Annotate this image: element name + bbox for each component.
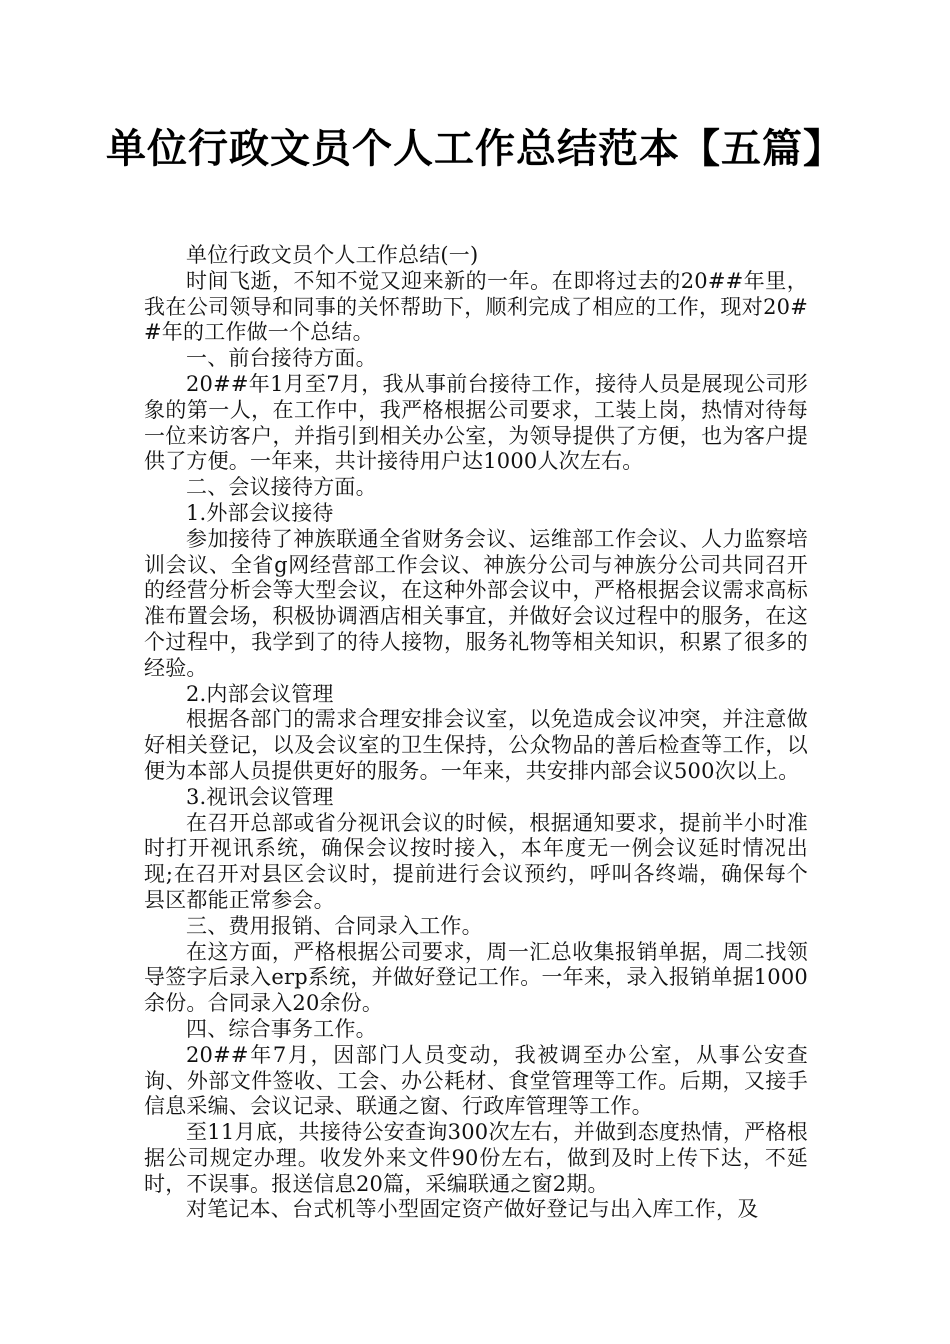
section-heading: 一、前台接待方面。 (186, 346, 377, 371)
subsection-heading: 2.内部会议管理 (186, 681, 334, 706)
body-paragraph: 时间飞逝，不知不觉又迎来新的一年。在即将过去的20##年里，我在公司领导和同事的关怀帮助下，顺利完成了相应的工作，现对20##年的工作做一个总结。 (144, 268, 808, 345)
body-paragraph: 在这方面，严格根据公司要求，周一汇总收集报销单据，周二找领导签字后录入erp系统，并做好登记工作。一年来，录入报销单据1000余份。合同录入20余份。 (144, 939, 808, 1016)
body-paragraph: 20##年1月至7月，我从事前台接待工作，接待人员是展现公司形象的第一人，在工作中，我严格根据公司要求，工装上岗，热情对待每一位来访客户，并指引到相关办公室，为领导提供了方便，也为客户提供了方便。一年来，共计接待用户达1000人次左右。 (144, 371, 808, 474)
subsection-heading: 3.视讯会议管理 (186, 784, 334, 809)
body-paragraph: 参加接待了神族联通全省财务会议、运维部工作会议、人力监察培训会议、全省g网经营部工作会议、神族分公司与神族分公司共同召开的经营分析会等大型会议，在这种外部会议中，严格根据会议需求高标准布置会场，积极协调酒店相关事宜，并做好会议过程中的服务，在这个过程中，我学到了的待人接物，服务礼物等相关知识，积累了很多的经验。 (144, 526, 808, 680)
body-paragraph: 在召开总部或省分视讯会议的时候，根据通知要求，提前半小时准时打开视讯系统，确保会议按时接入，本年度无一例会议延时情况出现;在召开对县区会议时，提前进行会议预约，呼叫各终端，确保每个县区都能正常参会。 (144, 810, 808, 912)
subsection-heading: 1.外部会议接待 (186, 500, 334, 525)
section-heading: 二、会议接待方面。 (186, 475, 377, 500)
body-paragraph: 根据各部门的需求合理安排会议室，以免造成会议冲突，并注意做好相关登记，以及会议室的卫生保持，公众物品的善后检查等工作，以便为本部人员提供更好的服务。一年来，共安排内部会议500次以上。 (144, 707, 808, 783)
section-heading: 三、费用报销、合同录入工作。 (186, 913, 483, 938)
body-paragraph: 至11月底，共接待公安查询300次左右，并做到态度热情，严格根据公司规定办理。收发外来文件90份左右，做到及时上传下达，不延时，不误事。报送信息20篇，采编联通之窗2期。 (144, 1120, 808, 1196)
body-paragraph: 20##年7月，因部门人员变动，我被调至办公室，从事公安查询、外部文件签收、工会、办公耗材、食堂管理等工作。后期，又接手信息采编、会议记录、联通之窗、行政库管理等工作。 (144, 1042, 808, 1119)
document-body (144, 243, 808, 1223)
body-paragraph: 对笔记本、台式机等小型固定资产做好登记与出入库工作，及 (186, 1197, 759, 1222)
document-title: 单位行政文员个人工作总结范本【五篇】 (106, 125, 844, 172)
section-heading: 四、综合事务工作。 (186, 1016, 377, 1041)
section-heading: 单位行政文员个人工作总结(一) (186, 243, 479, 267)
